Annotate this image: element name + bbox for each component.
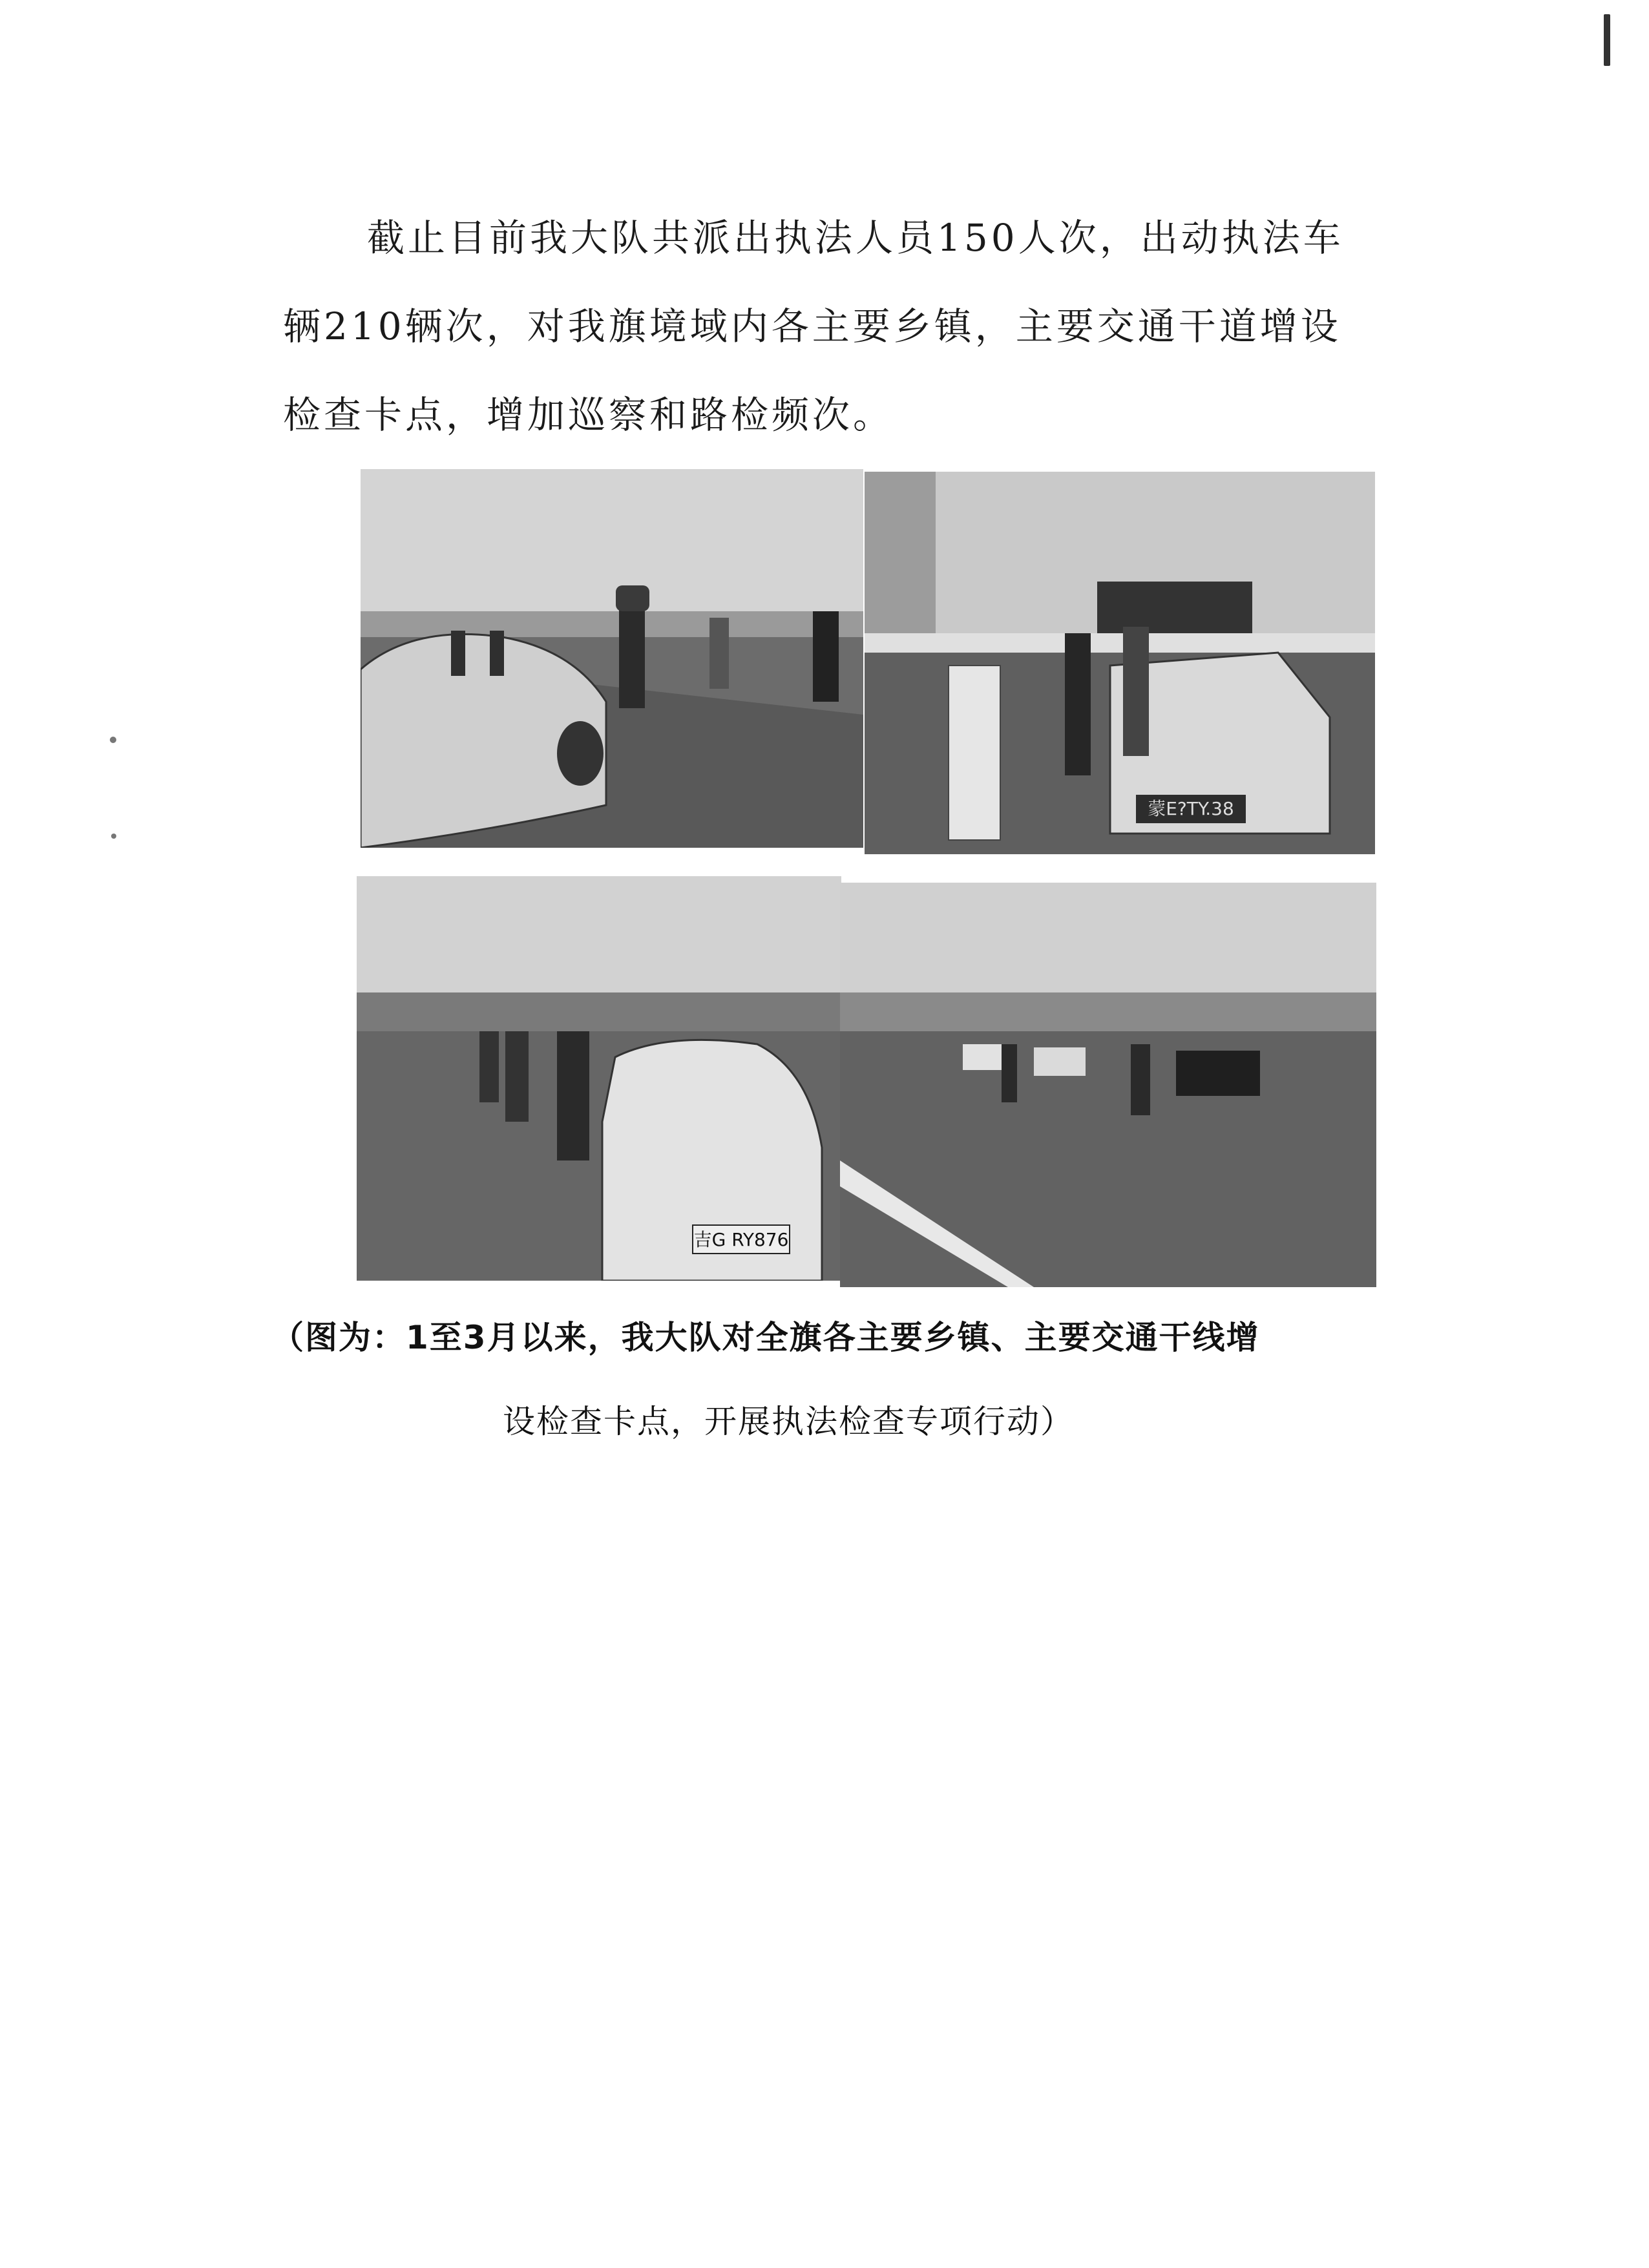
body-paragraph (283, 194, 1407, 459)
scan-speck (111, 834, 116, 839)
photo-checkpoint-4 (840, 883, 1376, 1287)
paragraph-line-3: 检查卡点，增加巡察和路检频次。 (283, 393, 894, 437)
caption-line-2: 设检查卡点，开展执法检查专项行动） (503, 1403, 1074, 1440)
photo-checkpoint-1 (361, 469, 863, 848)
photo-checkpoint-3 (357, 876, 841, 1281)
scan-speck (110, 737, 116, 743)
paragraph-line-2: 辆210辆次，对我旗境域内各主要乡镇，主要交通干道增设 (283, 304, 1341, 348)
photo-3-plate: 吉G RY876 (693, 1229, 789, 1250)
paragraph-line-1 (283, 194, 1407, 282)
scan-edge-mark (1604, 14, 1610, 66)
caption-line-1: （图为：1至3月以来，我大队对全旗各主要乡镇、主要交通干线增 (271, 1319, 1260, 1356)
photo-checkpoint-2 (865, 472, 1375, 854)
paragraph-line-1-text: 截止目前我大队共派出执法人员150人次，出动执法车 (367, 216, 1344, 260)
photo-2-plate: 蒙E?TY.38 (1148, 798, 1234, 819)
